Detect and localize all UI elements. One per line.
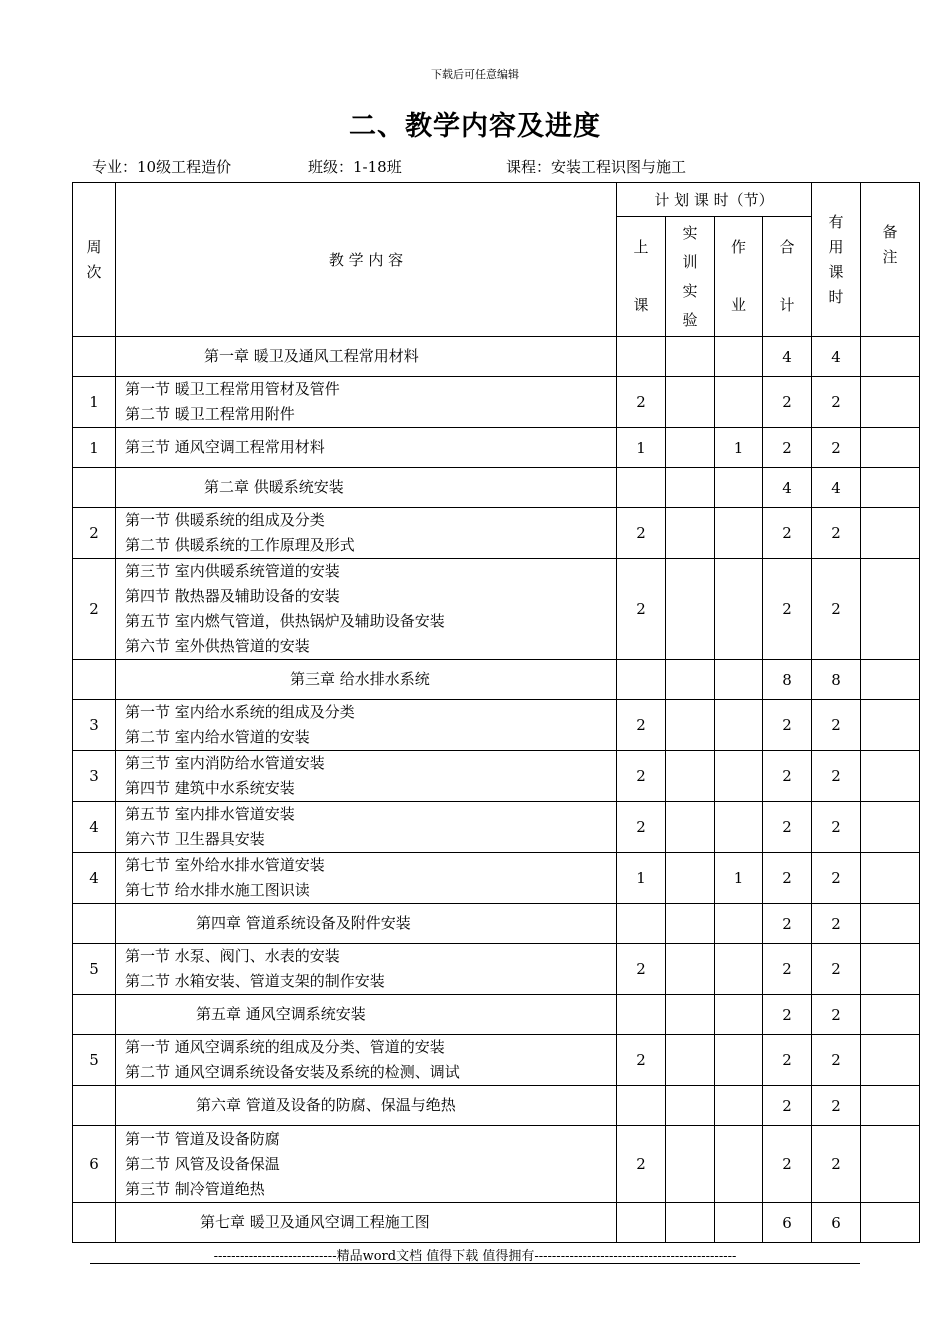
header-week: 周 次 (73, 183, 116, 337)
remarks-cell (861, 468, 920, 508)
page-title: 二、教学内容及进度 (349, 111, 601, 142)
lecture-hours-cell (617, 995, 666, 1035)
total-hours-cell: 4 (763, 468, 812, 508)
lab-hours-cell (666, 700, 715, 751)
total-hours-cell: 2 (763, 1126, 812, 1203)
remarks-cell (861, 700, 920, 751)
table-row (73, 559, 920, 660)
remarks-cell (861, 1086, 920, 1126)
total-hours-cell: 2 (763, 1035, 812, 1086)
homework-hours-cell (715, 751, 763, 802)
homework-hours-cell (715, 559, 763, 660)
effective-hours-cell: 4 (812, 337, 861, 377)
total-hours-cell: 2 (763, 377, 812, 428)
header-lab: 实 训 实 验 (666, 217, 715, 337)
lab-hours-cell (666, 337, 715, 377)
header-effective-hours: 有 用 课 时 (812, 183, 861, 337)
remarks-cell (861, 508, 920, 559)
lab-hours-cell (666, 508, 715, 559)
header-homework: 作 业 (715, 217, 763, 337)
lecture-hours-cell: 1 (617, 853, 666, 904)
lecture-hours-cell: 2 (617, 1035, 666, 1086)
section-content-cell: 第三节 室内供暖系统管道的安装 第四节 散热器及辅助设备的安装 第五节 室内燃气管道，供热锅炉及辅助设备安装 第六节 室外供热管道的安装 (116, 559, 617, 660)
homework-hours-cell (715, 468, 763, 508)
effective-hours-cell: 2 (812, 853, 861, 904)
section-content-cell: 第五节 室内排水管道安装 第六节 卫生器具安装 (116, 802, 617, 853)
lecture-hours-cell: 2 (617, 700, 666, 751)
total-hours-cell: 2 (763, 1086, 812, 1126)
remarks-cell (861, 559, 920, 660)
total-hours-cell: 6 (763, 1203, 812, 1243)
lab-hours-cell (666, 1035, 715, 1086)
remarks-cell (861, 751, 920, 802)
lab-hours-cell (666, 660, 715, 700)
chapter-row (73, 337, 920, 377)
chapter-title-cell: 第一章 暖卫及通风工程常用材料 (116, 337, 617, 377)
homework-hours-cell: 1 (715, 853, 763, 904)
table-row (73, 944, 920, 995)
effective-hours-cell: 2 (812, 944, 861, 995)
remarks-cell (861, 944, 920, 995)
week-cell: 5 (73, 1035, 116, 1086)
lab-hours-cell (666, 1203, 715, 1243)
week-cell (73, 904, 116, 944)
remarks-cell (861, 904, 920, 944)
lab-hours-cell (666, 944, 715, 995)
section-content-cell: 第一节 通风空调系统的组成及分类、管道的安装 第二节 通风空调系统设备安装及系统的检测、调试 (116, 1035, 617, 1086)
effective-hours-cell: 4 (812, 468, 861, 508)
lab-hours-cell (666, 853, 715, 904)
section-content-cell: 第七节 室外给水排水管道安装 第七节 给水排水施工图识读 (116, 853, 617, 904)
total-hours-cell: 2 (763, 700, 812, 751)
chapter-row (73, 468, 920, 508)
major-label: 专业：10级工程造价 (92, 158, 232, 176)
homework-hours-cell (715, 700, 763, 751)
table-row (73, 751, 920, 802)
lecture-hours-cell (617, 1203, 666, 1243)
remarks-cell (861, 995, 920, 1035)
total-hours-cell: 2 (763, 559, 812, 660)
section-content-cell: 第一节 水泵、阀门、水表的安装 第二节 水箱安装、管道支架的制作安装 (116, 944, 617, 995)
section-content-cell: 第一节 室内给水系统的组成及分类 第二节 室内给水管道的安装 (116, 700, 617, 751)
section-content-cell: 第三节 室内消防给水管道安装 第四节 建筑中水系统安装 (116, 751, 617, 802)
week-cell (73, 995, 116, 1035)
lab-hours-cell (666, 1086, 715, 1126)
effective-hours-cell: 2 (812, 751, 861, 802)
homework-hours-cell (715, 802, 763, 853)
chapter-row (73, 660, 920, 700)
table-row (73, 853, 920, 904)
week-cell (73, 337, 116, 377)
lecture-hours-cell: 2 (617, 559, 666, 660)
lecture-hours-cell (617, 468, 666, 508)
lecture-hours-cell: 2 (617, 377, 666, 428)
header-total: 合 计 (763, 217, 812, 337)
header-content: 教 学 内 容 (116, 183, 617, 337)
chapter-title-cell: 第六章 管道及设备的防腐、保温与绝热 (116, 1086, 617, 1126)
chapter-row (73, 904, 920, 944)
total-hours-cell: 2 (763, 944, 812, 995)
effective-hours-cell: 2 (812, 802, 861, 853)
lab-hours-cell (666, 377, 715, 428)
homework-hours-cell (715, 1086, 763, 1126)
section-content-cell: 第一节 供暖系统的组成及分类 第二节 供暖系统的工作原理及形式 (116, 508, 617, 559)
homework-hours-cell (715, 995, 763, 1035)
homework-hours-cell: 1 (715, 428, 763, 468)
header-planned-hours: 计 划 课 时（节） (617, 183, 812, 217)
lab-hours-cell (666, 468, 715, 508)
total-hours-cell: 2 (763, 853, 812, 904)
effective-hours-cell: 2 (812, 559, 861, 660)
section-content-cell: 第一节 管道及设备防腐 第二节 风管及设备保温 第三节 制冷管道绝热 (116, 1126, 617, 1203)
week-cell: 1 (73, 377, 116, 428)
week-cell: 4 (73, 853, 116, 904)
lab-hours-cell (666, 904, 715, 944)
header-lecture: 上 课 (617, 217, 666, 337)
homework-hours-cell (715, 337, 763, 377)
lecture-hours-cell: 2 (617, 751, 666, 802)
top-note: 下载后可任意编辑 (431, 68, 519, 81)
footer-rule (90, 1263, 860, 1264)
week-cell: 3 (73, 700, 116, 751)
week-cell: 4 (73, 802, 116, 853)
homework-hours-cell (715, 904, 763, 944)
homework-hours-cell (715, 1203, 763, 1243)
chapter-row (73, 1086, 920, 1126)
effective-hours-cell: 6 (812, 1203, 861, 1243)
header-remarks: 备 注 (861, 183, 920, 337)
week-cell: 2 (73, 559, 116, 660)
homework-hours-cell (715, 1035, 763, 1086)
total-hours-cell: 2 (763, 428, 812, 468)
table-row (73, 700, 920, 751)
effective-hours-cell: 2 (812, 904, 861, 944)
remarks-cell (861, 428, 920, 468)
remarks-cell (861, 853, 920, 904)
lecture-hours-cell: 2 (617, 802, 666, 853)
table-row (73, 1035, 920, 1086)
chapter-row (73, 1203, 920, 1243)
effective-hours-cell: 2 (812, 377, 861, 428)
week-cell: 6 (73, 1126, 116, 1203)
lab-hours-cell (666, 1126, 715, 1203)
table-row (73, 428, 920, 468)
week-cell: 5 (73, 944, 116, 995)
week-cell: 3 (73, 751, 116, 802)
week-cell (73, 468, 116, 508)
table-row (73, 508, 920, 559)
remarks-cell (861, 337, 920, 377)
lecture-hours-cell (617, 337, 666, 377)
table-row (73, 1126, 920, 1203)
chapter-title-cell: 第五章 通风空调系统安装 (116, 995, 617, 1035)
lecture-hours-cell: 2 (617, 508, 666, 559)
chapter-title-cell: 第七章 暖卫及通风空调工程施工图 (116, 1203, 617, 1243)
homework-hours-cell (715, 660, 763, 700)
total-hours-cell: 2 (763, 508, 812, 559)
course-label: 课程：安装工程识图与施工 (506, 158, 687, 176)
remarks-cell (861, 660, 920, 700)
homework-hours-cell (715, 1126, 763, 1203)
week-cell: 2 (73, 508, 116, 559)
lab-hours-cell (666, 995, 715, 1035)
table-row (73, 377, 920, 428)
total-hours-cell: 2 (763, 751, 812, 802)
chapter-title-cell: 第二章 供暖系统安装 (116, 468, 617, 508)
chapter-title-cell: 第三章 给水排水系统 (116, 660, 617, 700)
class-label: 班级：1-18班 (308, 158, 402, 176)
total-hours-cell: 2 (763, 995, 812, 1035)
homework-hours-cell (715, 508, 763, 559)
lecture-hours-cell: 2 (617, 1126, 666, 1203)
total-hours-cell: 2 (763, 904, 812, 944)
effective-hours-cell: 2 (812, 1035, 861, 1086)
homework-hours-cell (715, 377, 763, 428)
homework-hours-cell (715, 944, 763, 995)
lab-hours-cell (666, 428, 715, 468)
week-cell (73, 1203, 116, 1243)
effective-hours-cell: 2 (812, 1086, 861, 1126)
total-hours-cell: 2 (763, 802, 812, 853)
effective-hours-cell: 2 (812, 1126, 861, 1203)
week-cell (73, 1086, 116, 1126)
remarks-cell (861, 1035, 920, 1086)
lecture-hours-cell: 2 (617, 944, 666, 995)
chapter-title-cell: 第四章 管道系统设备及附件安装 (116, 904, 617, 944)
remarks-cell (861, 1126, 920, 1203)
remarks-cell (861, 1203, 920, 1243)
effective-hours-cell: 2 (812, 428, 861, 468)
lecture-hours-cell (617, 904, 666, 944)
remarks-cell (861, 802, 920, 853)
lecture-hours-cell (617, 660, 666, 700)
chapter-row (73, 995, 920, 1035)
total-hours-cell: 8 (763, 660, 812, 700)
lab-hours-cell (666, 802, 715, 853)
lecture-hours-cell (617, 1086, 666, 1126)
week-cell (73, 660, 116, 700)
section-content-cell: 第三节 通风空调工程常用材料 (116, 428, 617, 468)
schedule-table (72, 182, 920, 1243)
lab-hours-cell (666, 751, 715, 802)
effective-hours-cell: 8 (812, 660, 861, 700)
total-hours-cell: 4 (763, 337, 812, 377)
week-cell: 1 (73, 428, 116, 468)
effective-hours-cell: 2 (812, 508, 861, 559)
section-content-cell: 第一节 暖卫工程常用管材及管件 第二节 暖卫工程常用附件 (116, 377, 617, 428)
remarks-cell (861, 377, 920, 428)
effective-hours-cell: 2 (812, 700, 861, 751)
effective-hours-cell: 2 (812, 995, 861, 1035)
footer-text: ----------------------------精品word文档 值得下载 值得拥有---------------------------------------------- (213, 1249, 737, 1264)
lab-hours-cell (666, 559, 715, 660)
table-row (73, 802, 920, 853)
lecture-hours-cell: 1 (617, 428, 666, 468)
